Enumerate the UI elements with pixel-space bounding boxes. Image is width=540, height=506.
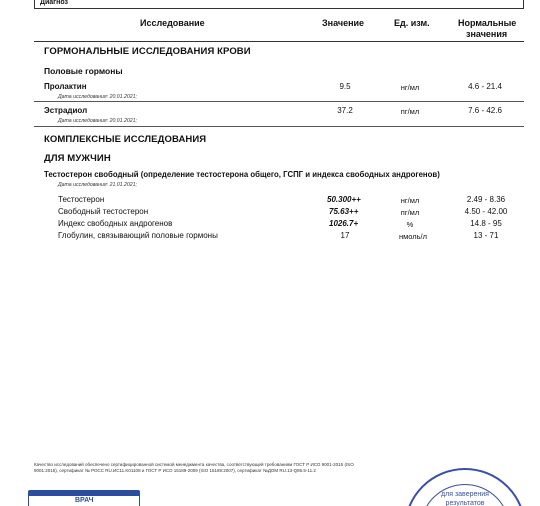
lab-logo (28, 490, 140, 506)
stamp-text-1: для заверения (441, 491, 489, 498)
diagnosis-label: Диагноз (40, 0, 68, 6)
panel-title: Тестостерон свободный (определение тестостерона общего, ГСПГ и индекса свободных андрогенов) (44, 170, 440, 179)
free-testosterone-value: 75.63++ (329, 207, 359, 216)
diagnosis-box (34, 0, 524, 9)
estradiol-date: Дата исследования: 20.01.2021; (58, 118, 137, 124)
free-androgen-index-norm: 14.8 - 95 (470, 219, 502, 228)
estradiol-unit: пг/мл (400, 107, 420, 116)
complex-subtitle: ДЛЯ МУЖЧИН (44, 153, 111, 164)
stamp-text-2: результатов (445, 500, 485, 506)
footer-quality-line1: Качество исследований обеспечено сертифицированной системой менеджмента качества, соответствующей требованиям ГОСТ Р ИСО 9001-2015 (ISO (34, 462, 354, 467)
free-androgen-index-name: Индекс свободных андрогенов (58, 219, 173, 228)
row-separator (34, 101, 524, 102)
estradiol-name: Эстрадиол (44, 106, 88, 115)
free-androgen-index-unit: % (406, 220, 414, 229)
prolactin-norm: 4.6 - 21.4 (468, 82, 502, 91)
logo-strip (29, 491, 139, 496)
shbg-name: Глобулин, связывающий половые гормоны (58, 231, 218, 240)
testosterone-name: Тестостерон (58, 195, 105, 204)
estradiol-value: 37.2 (337, 106, 353, 115)
free-androgen-index-value: 1026.7+ (329, 219, 359, 228)
testosterone-unit: нг/мл (400, 196, 420, 205)
prolactin-name: Пролактин (44, 82, 87, 91)
hormonal-subtitle: Половые гормоны (44, 66, 123, 76)
free-testosterone-norm: 4.50 - 42.00 (464, 207, 508, 216)
free-testosterone-unit: пг/мл (400, 208, 420, 217)
shbg-value: 17 (340, 231, 350, 240)
header-norm-line1: Нормальные (458, 18, 517, 28)
shbg-norm: 13 - 71 (473, 231, 499, 240)
shbg-unit: нмоль/л (398, 232, 428, 241)
testosterone-value: 50.300++ (327, 195, 361, 204)
lab-stamp (404, 468, 526, 506)
header-divider (34, 41, 524, 42)
section-separator (34, 126, 524, 127)
logo-text: ВРАЧ (75, 497, 94, 504)
panel-date: Дата исследования: 21.01.2021; (58, 182, 137, 188)
estradiol-norm: 7.6 - 42.6 (468, 106, 502, 115)
testosterone-norm: 2.49 - 8.36 (466, 195, 506, 204)
header-value: Значение (322, 18, 365, 28)
header-norm-line2: значения (466, 29, 508, 39)
footer-quality-line2: 9001:2015), сертификат № РОСС RU.ИС11.K01108 и ГОСТ Р ИСО 15189-2009 (ISO 15189:2007), сертификат №ДОМ RU.13-Q86.5-11.2 (34, 468, 316, 473)
prolactin-date: Дата исследования: 20.01.2021; (58, 94, 137, 100)
complex-section-title: КОМПЛЕКСНЫЕ ИССЛЕДОВАНИЯ (44, 134, 207, 145)
header-study: Исследование (140, 18, 205, 28)
prolactin-unit: нг/мл (400, 83, 420, 92)
hormonal-section-title: ГОРМОНАЛЬНЫЕ ИССЛЕДОВАНИЯ КРОВИ (44, 46, 251, 57)
header-unit: Ед. изм. (394, 18, 430, 28)
free-testosterone-name: Свободный тестостерон (58, 207, 149, 216)
prolactin-value: 9.5 (339, 82, 351, 91)
